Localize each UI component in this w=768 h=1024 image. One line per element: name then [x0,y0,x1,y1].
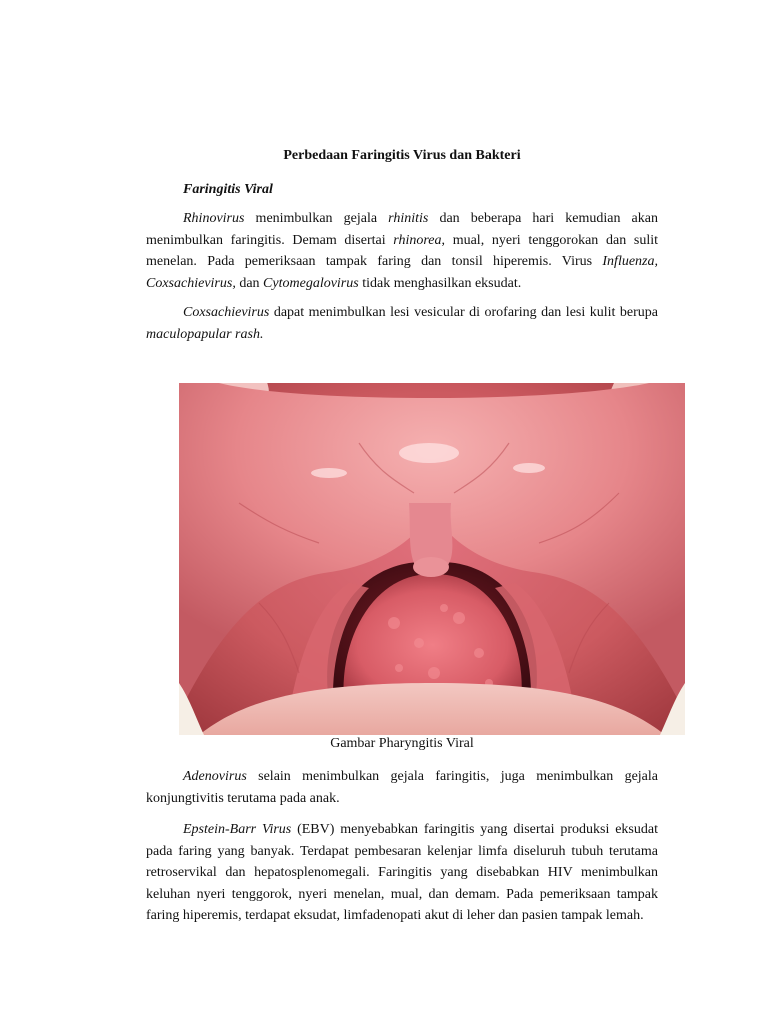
section-heading: Faringitis Viral [183,182,273,197]
text-italic: Influenza, Coxsachievirus, [146,254,658,291]
text: dapat menimbulkan lesi vesicular di orofaring dan lesi kulit berupa [269,305,658,320]
text: selain menimbulkan gejala faringitis, juga menimbulkan gejala konjungtivitis terutama pada anak. [146,769,658,806]
text-italic: Coxsachievirus [183,305,270,320]
text-italic: Cytomegalovirus [263,275,359,291]
text-italic: rhinorea [393,232,442,248]
document-body-lower [146,766,658,927]
paragraph-adenovirus [146,766,658,809]
throat-photo-image [179,383,685,735]
text: dan [235,275,264,291]
text: menimbulkan gejala [244,211,389,226]
paragraph-ebv [146,819,658,927]
document-body [146,146,658,345]
paragraph-rhinovirus [146,208,658,294]
text: (EBV) menyebabkan faringitis yang disertai produksi eksudat pada faring yang banyak. Terdapat pembesaran kelenjar limfa diseluruh tubuh terutama retroservikal dan hepatosplenomegali. Faringitis yang disebabkan HIV menimbulkan keluhan nyeri tenggorok, nyeri menelan, mual, dan demam. Pada pemeriksaan tampak faring hiperemis, terdapat eksudat, limfadenopati akut di leher dan pasien tampak lemah. [146,822,658,923]
text: , mual, nyeri tenggorokan dan sulit menelan. Pada pemeriksaan tampak faring dan tonsil hiperemis. Virus [146,232,658,269]
figure-caption: Gambar Pharyngitis Viral [330,736,474,751]
text: tidak menghasilkan eksudat. [358,275,522,291]
text-italic: maculopapular rash. [146,326,264,342]
text-italic: rhinitis [388,211,429,226]
page-title: Perbedaan Faringitis Virus dan Bakteri [283,148,521,163]
throat-photo [179,383,685,735]
text-italic: Adenovirus [183,769,247,784]
paragraph-coxsachievirus [146,302,658,345]
text: dan beberapa hari kemudian akan menimbulkan faringitis. Demam disertai [146,211,658,248]
text-italic: Rhinovirus [183,211,245,226]
text-italic: Epstein-Barr Virus [183,822,292,837]
